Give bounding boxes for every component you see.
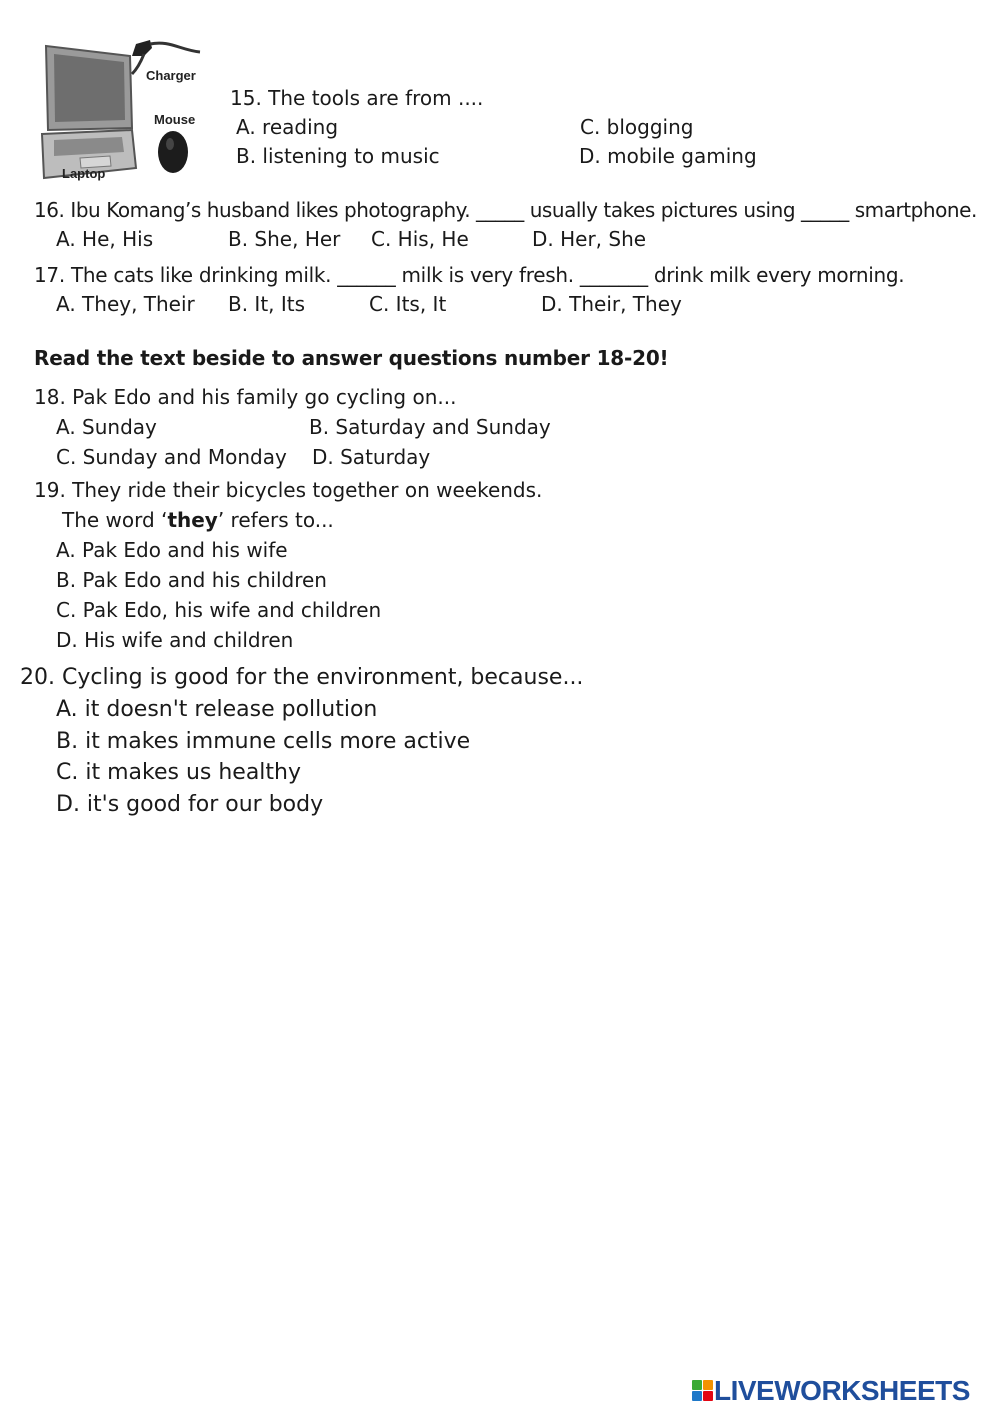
q20-option-a[interactable]: A. it doesn't release pollution xyxy=(56,697,378,722)
q15-question: 15. The tools are from .... xyxy=(230,86,484,110)
q15-option-d[interactable]: D. mobile gaming xyxy=(579,144,757,168)
q16-option-b[interactable]: B. She, Her xyxy=(228,227,341,251)
q15-option-b[interactable]: B. listening to music xyxy=(236,144,440,168)
q16-option-c[interactable]: C. His, He xyxy=(371,227,469,251)
q15-option-a[interactable]: A. reading xyxy=(236,115,339,139)
mouse-label: Mouse xyxy=(154,112,196,127)
q19-option-a[interactable]: A. Pak Edo and his wife xyxy=(56,538,288,562)
q19-sub-suffix: ’ refers to... xyxy=(217,508,334,532)
q19-option-c[interactable]: C. Pak Edo, his wife and children xyxy=(56,598,382,622)
liveworksheets-logo-text: LIVEWORKSHEETS xyxy=(714,1375,970,1406)
q19-question: 19. They ride their bicycles together on weekends. xyxy=(34,478,543,502)
q18-option-d[interactable]: D. Saturday xyxy=(312,445,431,469)
laptop-label: Laptop xyxy=(62,166,106,181)
q18-question: 18. Pak Edo and his family go cycling on... xyxy=(34,385,457,409)
laptop-icon xyxy=(42,46,136,178)
charger-label: Charger xyxy=(146,68,196,83)
mouse-icon xyxy=(158,131,188,173)
q19-subquestion xyxy=(62,508,334,532)
q20-option-c[interactable]: C. it makes us healthy xyxy=(56,760,301,785)
devices-illustration xyxy=(40,34,210,184)
liveworksheets-logo xyxy=(692,1375,970,1406)
q17-option-b[interactable]: B. It, Its xyxy=(228,292,306,316)
q16-question: 16. Ibu Komang’s husband likes photography. _____ usually takes pictures using _____ smartphone. xyxy=(34,198,977,222)
q17-option-c[interactable]: C. Its, It xyxy=(369,292,447,316)
q16-option-a[interactable]: A. He, His xyxy=(56,227,154,251)
q17-option-a[interactable]: A. They, Their xyxy=(56,292,195,316)
liveworksheets-logo-icon xyxy=(692,1379,714,1403)
q16-option-d[interactable]: D. Her, She xyxy=(532,227,647,251)
q20-option-b[interactable]: B. it makes immune cells more active xyxy=(56,729,471,754)
q15-option-c[interactable]: C. blogging xyxy=(580,115,694,139)
q19-sub-prefix: The word ‘ xyxy=(62,508,168,532)
q19-sub-word: they xyxy=(167,508,218,532)
q20-question: 20. Cycling is good for the environment, because... xyxy=(20,665,584,690)
section-instruction: Read the text beside to answer questions number 18-20! xyxy=(34,346,669,370)
q17-option-d[interactable]: D. Their, They xyxy=(541,292,682,316)
q18-option-b[interactable]: B. Saturday and Sunday xyxy=(309,415,551,439)
q18-option-a[interactable]: A. Sunday xyxy=(56,415,157,439)
q17-question: 17. The cats like drinking milk. ______ milk is very fresh. _______ drink milk every morning. xyxy=(34,263,905,287)
q19-option-d[interactable]: D. His wife and children xyxy=(56,628,294,652)
q18-option-c[interactable]: C. Sunday and Monday xyxy=(56,445,287,469)
q20-option-d[interactable]: D. it's good for our body xyxy=(56,792,324,817)
q19-option-b[interactable]: B. Pak Edo and his children xyxy=(56,568,327,592)
